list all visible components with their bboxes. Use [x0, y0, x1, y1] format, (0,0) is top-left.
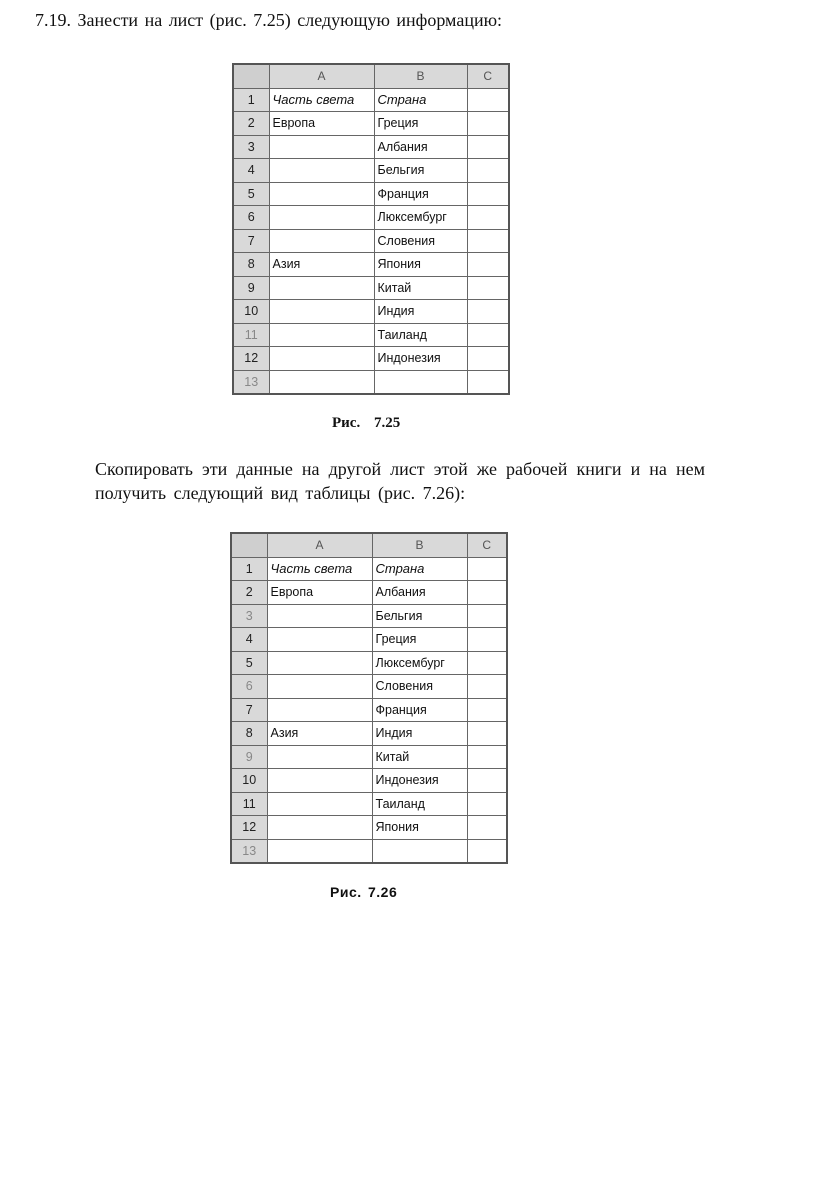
row-number: 6: [233, 206, 269, 230]
sheet-row: [231, 557, 507, 581]
cell-b12: Индонезия: [374, 347, 467, 371]
sheet-row: [231, 792, 507, 816]
cell-b4: Греция: [372, 628, 467, 652]
cell-c4: [467, 159, 509, 183]
cell-c10: [467, 300, 509, 324]
cell-a1: Часть света: [267, 557, 372, 581]
cell-a4: [269, 159, 374, 183]
cell-a6: [267, 675, 372, 699]
cell-a10: [269, 300, 374, 324]
sheet-row: [233, 300, 509, 324]
row-number: 3: [231, 604, 267, 628]
row-number: 1: [233, 88, 269, 112]
sheet-row: [231, 745, 507, 769]
row-number: 13: [233, 370, 269, 394]
cell-a1: Часть света: [269, 88, 374, 112]
cell-c5: [467, 651, 507, 675]
cell-b10: Индия: [374, 300, 467, 324]
sheet-row: [233, 88, 509, 112]
cell-c7: [467, 229, 509, 253]
row-number: 7: [231, 698, 267, 722]
row-number: 6: [231, 675, 267, 699]
cell-a3: [267, 604, 372, 628]
cell-c8: [467, 722, 507, 746]
figure-caption-7-25: Рис. 7.25: [332, 415, 401, 431]
sheet-row: [231, 581, 507, 605]
cell-c7: [467, 698, 507, 722]
sheet-row: [233, 182, 509, 206]
cell-c12: [467, 816, 507, 840]
sheet-row: [231, 698, 507, 722]
task-heading: 7.19. Занести на лист (рис. 7.25) следующую информацию:: [35, 10, 503, 30]
cell-b5: Франция: [374, 182, 467, 206]
sheet-row: [231, 816, 507, 840]
sheet-row: [233, 112, 509, 136]
row-number: 1: [231, 557, 267, 581]
cell-b11: Таиланд: [372, 792, 467, 816]
cell-a7: [267, 698, 372, 722]
cell-a13: [269, 370, 374, 394]
cell-c6: [467, 675, 507, 699]
corner-cell: [231, 533, 267, 557]
cell-c11: [467, 323, 509, 347]
cell-a12: [269, 347, 374, 371]
cell-a7: [269, 229, 374, 253]
row-number: 11: [233, 323, 269, 347]
cell-c4: [467, 628, 507, 652]
cell-a11: [269, 323, 374, 347]
row-number: 5: [231, 651, 267, 675]
column-header-row: [233, 64, 509, 88]
cell-a3: [269, 135, 374, 159]
row-number: 2: [233, 112, 269, 136]
cell-c1: [467, 557, 507, 581]
cell-a13: [267, 839, 372, 863]
cell-b2: Албания: [372, 581, 467, 605]
sheet-row: [233, 229, 509, 253]
cell-c2: [467, 581, 507, 605]
cell-b11: Таиланд: [374, 323, 467, 347]
cell-b9: Китай: [372, 745, 467, 769]
cell-a9: [267, 745, 372, 769]
cell-b5: Люксембург: [372, 651, 467, 675]
cell-b13: [374, 370, 467, 394]
spreadsheet-figure-7-26: [230, 532, 508, 864]
sheet-row: [233, 347, 509, 371]
row-number: 9: [231, 745, 267, 769]
row-number: 10: [231, 769, 267, 793]
cell-b3: Албания: [374, 135, 467, 159]
cell-a6: [269, 206, 374, 230]
sheet-row: [231, 722, 507, 746]
cell-c2: [467, 112, 509, 136]
cell-b12: Япония: [372, 816, 467, 840]
cell-c12: [467, 347, 509, 371]
row-number: 2: [231, 581, 267, 605]
row-number: 4: [231, 628, 267, 652]
sheet-row: [231, 769, 507, 793]
row-number: 12: [233, 347, 269, 371]
instruction-paragraph: Скопировать эти данные на другой лист этой же рабочей книги и на нем получить следующий вид таблицы (рис. 7.26):: [95, 459, 705, 503]
cell-c11: [467, 792, 507, 816]
row-number: 3: [233, 135, 269, 159]
cell-c1: [467, 88, 509, 112]
cell-a2: Европа: [267, 581, 372, 605]
cell-c9: [467, 276, 509, 300]
cell-c8: [467, 253, 509, 277]
sheet-row: [233, 323, 509, 347]
cell-c3: [467, 135, 509, 159]
cell-c10: [467, 769, 507, 793]
cell-c13: [467, 839, 507, 863]
cell-a8: Азия: [269, 253, 374, 277]
sheet-row: [233, 370, 509, 394]
cell-b8: Япония: [374, 253, 467, 277]
cell-c6: [467, 206, 509, 230]
cell-b8: Индия: [372, 722, 467, 746]
column-header-b: B: [372, 533, 467, 557]
cell-b2: Греция: [374, 112, 467, 136]
column-header-c: C: [467, 64, 509, 88]
sheet-row: [233, 253, 509, 277]
row-number: 5: [233, 182, 269, 206]
cell-a12: [267, 816, 372, 840]
sheet-row: [233, 135, 509, 159]
row-number: 4: [233, 159, 269, 183]
figure-caption-7-26: Рис. 7.26: [330, 884, 398, 900]
cell-b6: Люксембург: [374, 206, 467, 230]
sheet-row: [231, 651, 507, 675]
cell-b1: Страна: [374, 88, 467, 112]
column-header-c: C: [467, 533, 507, 557]
cell-b6: Словения: [372, 675, 467, 699]
cell-a10: [267, 769, 372, 793]
column-header-a: A: [269, 64, 374, 88]
cell-b7: Франция: [372, 698, 467, 722]
row-number: 11: [231, 792, 267, 816]
cell-b3: Бельгия: [372, 604, 467, 628]
column-header-a: A: [267, 533, 372, 557]
cell-a9: [269, 276, 374, 300]
cell-c5: [467, 182, 509, 206]
row-number: 8: [233, 253, 269, 277]
row-number: 12: [231, 816, 267, 840]
cell-b7: Словения: [374, 229, 467, 253]
cell-a5: [267, 651, 372, 675]
sheet-row: [231, 675, 507, 699]
sheet-row: [231, 839, 507, 863]
row-number: 13: [231, 839, 267, 863]
sheet-row: [233, 159, 509, 183]
cell-b13: [372, 839, 467, 863]
spreadsheet-figure-7-25: [232, 63, 510, 395]
corner-cell: [233, 64, 269, 88]
row-number: 9: [233, 276, 269, 300]
row-number: 7: [233, 229, 269, 253]
cell-a2: Европа: [269, 112, 374, 136]
cell-b1: Страна: [372, 557, 467, 581]
cell-a5: [269, 182, 374, 206]
column-header-b: B: [374, 64, 467, 88]
cell-c13: [467, 370, 509, 394]
cell-a4: [267, 628, 372, 652]
cell-b4: Бельгия: [374, 159, 467, 183]
cell-b10: Индонезия: [372, 769, 467, 793]
cell-b9: Китай: [374, 276, 467, 300]
sheet-row: [231, 628, 507, 652]
sheet-row: [233, 276, 509, 300]
row-number: 10: [233, 300, 269, 324]
cell-a11: [267, 792, 372, 816]
cell-c9: [467, 745, 507, 769]
column-header-row: [231, 533, 507, 557]
sheet-row: [233, 206, 509, 230]
row-number: 8: [231, 722, 267, 746]
cell-c3: [467, 604, 507, 628]
cell-a8: Азия: [267, 722, 372, 746]
sheet-row: [231, 604, 507, 628]
